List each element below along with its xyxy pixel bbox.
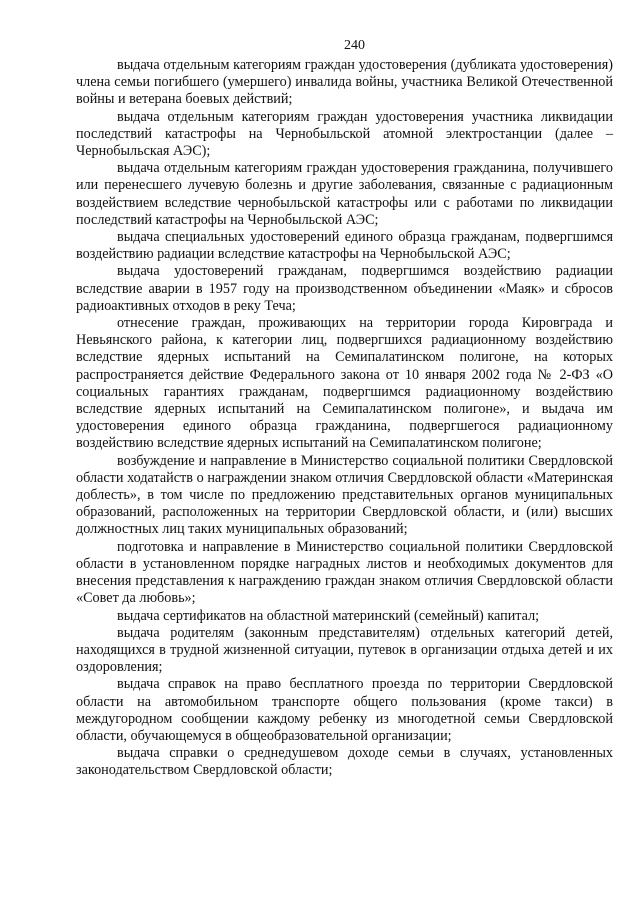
paragraph: выдача справки о среднедушевом доходе семьи в случаях, установленных законодательством Свердловской области; xyxy=(76,745,613,779)
document-text xyxy=(76,57,613,780)
paragraph: подготовка и направление в Министерство социальной политики Свердловской области в установленном порядке наградных листов и необходимых документов для внесения представления к награждению граждан знаком отличия Свердловской области «Совет да любовь»; xyxy=(76,538,613,607)
paragraph: выдача отдельным категориям граждан удостоверения участника ликвидации последствий катастрофы на Чернобыльской атомной электростанции (далее – Чернобыльская АЭС); xyxy=(76,108,613,160)
paragraph: отнесение граждан, проживающих на территории города Кировграда и Невьянского района, к категории лиц, подвергшихся радиационному воздействию вследствие ядерных испытаний на Семипалатинском полигоне, на которых распространяется действие Федерального закона от 10 января 2002 года № 2-ФЗ «О социальных гарантиях гражданам, подвергшимся радиационному воздействию вследствие ядерных испытаний на Семипалатинском полигоне», и выдача им удостоверения единого образца гражданина, подвергшегося радиационному воздействию вследствие ядерных испытаний на Семипалатинском полигоне; xyxy=(76,315,613,452)
page-number: 240 xyxy=(344,38,365,53)
paragraph: выдача справок на право бесплатного проезда по территории Свердловской области на автомобильном транспорте общего пользования (кроме такси) в междугородном сообщении каждому ребенку из многодетной семьи Свердловской области, обучающемуся в общеобразовательной организации; xyxy=(76,676,613,744)
paragraph: возбуждение и направление в Министерство социальной политики Свердловской области ходатайств о награждении знаком отличия Свердловской области «Материнская доблесть», в том числе по предложению представительных органов муниципальных образований, расположенных на территории Свердловской области, и (или) высших должностных лиц таких муниципальных образований; xyxy=(76,452,613,538)
paragraph: выдача отдельным категориям граждан удостоверения гражданина, получившего или перенесшего лучевую болезнь и другие заболевания, связанные с радиационным воздействием вследствие чернобыльской катастрофы или с работами по ликвидации последствий катастрофы на Чернобыльской АЭС; xyxy=(76,160,613,228)
paragraph: выдача отдельным категориям граждан удостоверения (дубликата удостоверения) члена семьи погибшего (умершего) инвалида войны, участника Великой Отечественной войны и ветерана боевых действий; xyxy=(76,57,613,108)
paragraph: выдача удостоверений гражданам, подвергшимся воздействию радиации вследствие аварии в 1957 году на производственном объединении «Маяк» и сбросов радиоактивных отходов в реку Теча; xyxy=(76,263,613,314)
paragraph: выдача родителям (законным представителям) отдельных категорий детей, находящихся в трудной жизненной ситуации, путевок в организации отдыха детей и их оздоровления; xyxy=(76,624,613,676)
paragraph: выдача специальных удостоверений единого образца гражданам, подвергшимся воздействию радиации вследствие катастрофы на Чернобыльской АЭС; xyxy=(76,229,613,263)
paragraph: выдача сертификатов на областной материнский (семейный) капитал; xyxy=(117,607,540,624)
